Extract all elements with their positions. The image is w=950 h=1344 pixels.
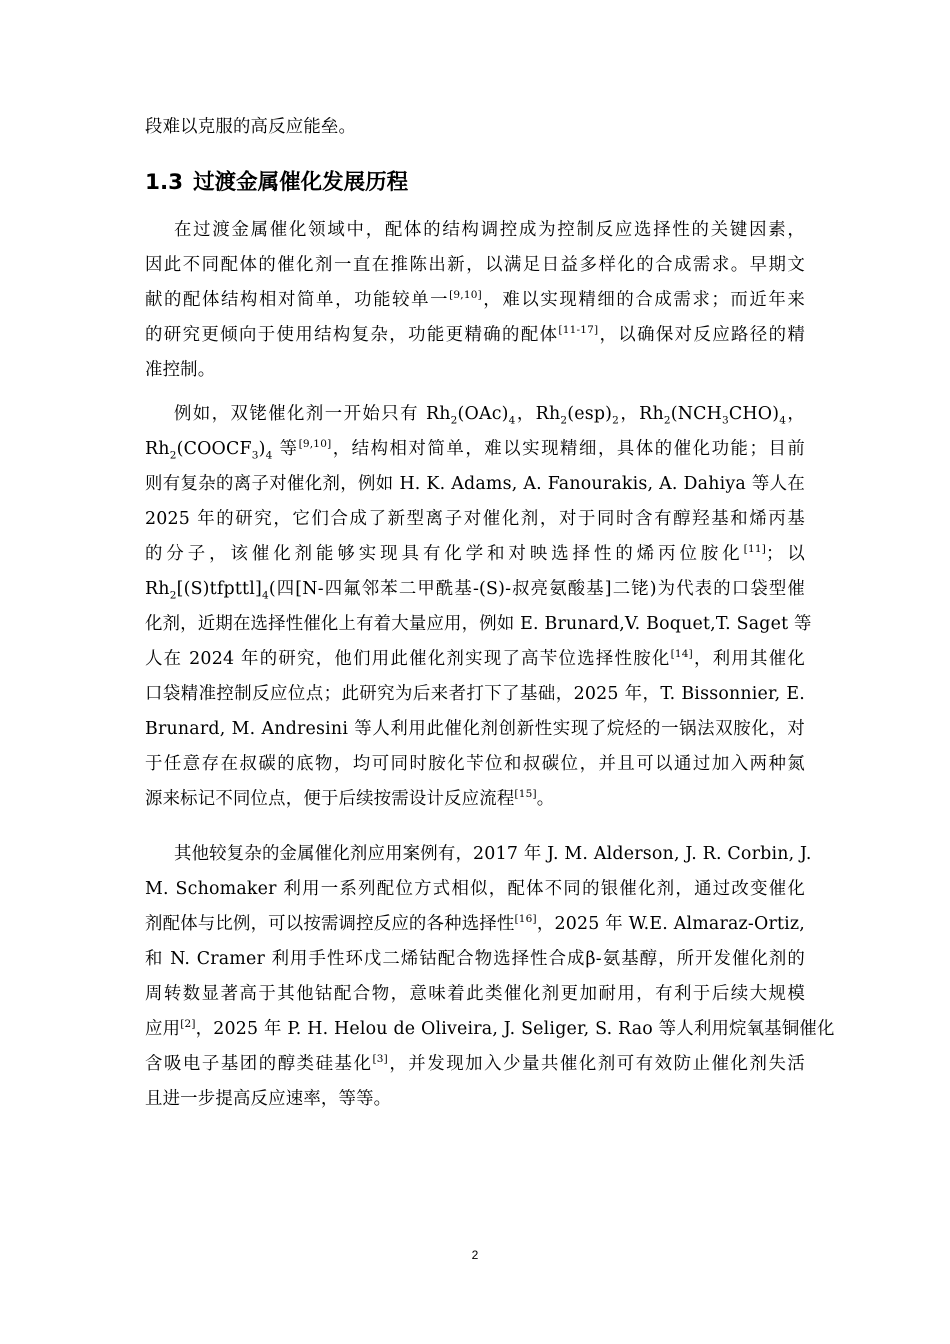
citation-ref: [9,10] [449,289,482,302]
text-run: 剂配体与比例，可以按需调控反应的各种选择性 [145,914,515,934]
text-line [174,218,805,242]
subscript: 4 [508,414,516,427]
text-line [145,1087,805,1111]
text-run: 的研究更倾向于使用结构复杂，功能更精确的配体 [145,325,559,345]
text-run: 源来标记不同位点，便于后续按需设计反应流程 [145,789,515,809]
text-run: 献的配体结构相对简单，功能较单一 [145,290,450,310]
text-run: 等 [272,439,299,459]
text-run: 段难以克服的高反应能垒。 [145,117,357,137]
text-run: 应用 [145,1019,181,1039]
text-run: ，并发现加入少量共催化剂可有效防止催化剂失活 [387,1054,806,1074]
text-line [145,787,805,811]
text-line [145,612,812,636]
text-run: Rh [145,579,170,599]
citation-ref: [2] [180,1018,196,1031]
text-run: ，结构相对简单，难以实现精细，具体的催化功能；目前 [331,439,805,459]
citation-ref: [11-17] [558,324,599,337]
text-run: ，以确保对反应路径的精 [598,325,806,345]
text-line [145,253,805,277]
section-heading [145,168,408,198]
subscript: 4 [265,449,273,462]
text-run: (NCH [670,404,723,424]
subscript: 2 [612,414,620,427]
text-run: ，难以实现精细的合成需求；而近年来 [481,290,806,310]
text-run: 的分子，该催化剂能够实现具有化学和对映选择性的烯丙位胺化 [145,544,744,564]
text-line [145,542,805,566]
section-title: 过渡金属催化发展历程 [193,170,409,195]
subscript: 2 [663,414,671,427]
text-run: ，Rh [515,404,561,424]
text-line [145,982,805,1006]
text-line [174,402,805,426]
subscript: 2 [560,414,568,427]
text-line [145,877,805,901]
text-line [145,1017,835,1041]
text-line [145,647,805,671]
subscript: 3 [251,449,259,462]
text-run: 在过渡金属催化领域中，配体的结构调控成为控制反应选择性的关键因素， [174,220,805,240]
text-line [145,717,805,741]
text-run: 含吸电子基团的醇类硅基化 [145,1054,373,1074]
text-run: 口袋精准控制反应位点；此研究为后来者打下了基础，2025 年，T. Bissonnier, E. [145,684,805,704]
text-run: (esp) [567,404,613,424]
text-run: [(S)tfpttl] [176,579,262,599]
text-run: ， [786,404,805,424]
text-run: 化剂，近期在选择性催化上有着大量应用，例如 E. Brunard,V. Boquet,T. Saget 等 [145,614,812,634]
text-run: 周转数显著高于其他钴配合物，意味着此类催化剂更加耐用，有利于后续大规模 [145,984,805,1004]
text-run: 则有复杂的离子对催化剂，例如 H. K. Adams, A. Fanourakis, A. Dahiya 等人在 [145,474,805,494]
subscript: 2 [450,414,458,427]
subscript: 4 [261,589,269,602]
text-run: CHO) [728,404,780,424]
text-run: 2025 年的研究，它们合成了新型离子对催化剂，对于同时含有醇羟基和烯丙基 [145,509,805,529]
citation-ref: [15] [514,788,537,801]
text-run: 例如，双铑催化剂一开始只有 Rh [174,404,451,424]
text-run: 且进一步提高反应速率，等等。 [145,1089,392,1109]
text-line [145,912,805,936]
text-run: ，利用其催化 [692,649,805,669]
subscript: 2 [169,589,177,602]
text-run: ；以 [766,544,806,564]
text-line [145,323,805,347]
text-run: (COOCF [176,439,252,459]
text-run: M. Schomaker 利用一系列配位方式相似，配体不同的银催化剂，通过改变催化 [145,879,805,899]
text-run: ，2025 年 W.E. Almaraz-Ortiz, [536,914,806,934]
citation-ref: [9,10] [298,438,332,451]
text-run: 。 [536,789,555,809]
text-run: 和 N. Cramer 利用手性环戊二烯钴配合物选择性合成β-氨基醇，所开发催化剂的 [145,949,805,969]
text-run: 准控制。 [145,360,216,380]
text-run: Brunard, M. Andresini 等人利用此催化剂创新性实现了烷烃的一锅法双胺化，对 [145,719,805,739]
text-line [145,437,805,461]
subscript: 4 [779,414,787,427]
text-run: (OAc) [457,404,509,424]
text-run: Rh [145,439,170,459]
text-run: ，2025 年 P. H. Helou de Oliveira, J. Seliger, S. Rao 等人利用烷氧基铜催化 [195,1019,835,1039]
text-line [174,842,812,866]
text-line [145,472,805,496]
text-run: 其他较复杂的金属催化剂应用案例有，2017 年 J. M. Alderson, J. R. Corbin, J. [174,844,812,864]
subscript: 2 [169,449,177,462]
citation-ref: [14] [670,648,693,661]
text-run: (四[N-四氟邻苯二甲酰基-(S)-叔亮氨酸基]二铑)为代表的口袋型催 [268,579,805,599]
text-line [145,577,805,601]
text-run: 于任意存在叔碳的底物，均可同时胺化苄位和叔碳位，并且可以通过加入两种氮 [145,754,805,774]
citation-ref: [3] [372,1053,388,1066]
text-line [145,115,805,139]
text-line [145,1052,805,1076]
text-line [145,682,805,706]
text-line [145,288,805,312]
text-line [145,358,805,382]
citation-ref: [11] [743,543,767,556]
subscript: 3 [722,414,729,427]
citation-ref: [16] [514,913,537,926]
page-number: 2 [471,1248,479,1262]
section-number: 1.3 [145,170,184,195]
text-run: ，Rh [619,404,664,424]
text-run: ) [258,439,266,459]
text-line [145,507,805,531]
text-run: 人在 2024 年的研究，他们用此催化剂实现了高苄位选择性胺化 [145,649,671,669]
text-line [145,947,805,971]
text-run: 因此不同配体的催化剂一直在推陈出新，以满足日益多样化的合成需求。早期文 [145,255,805,275]
text-line [145,752,805,776]
